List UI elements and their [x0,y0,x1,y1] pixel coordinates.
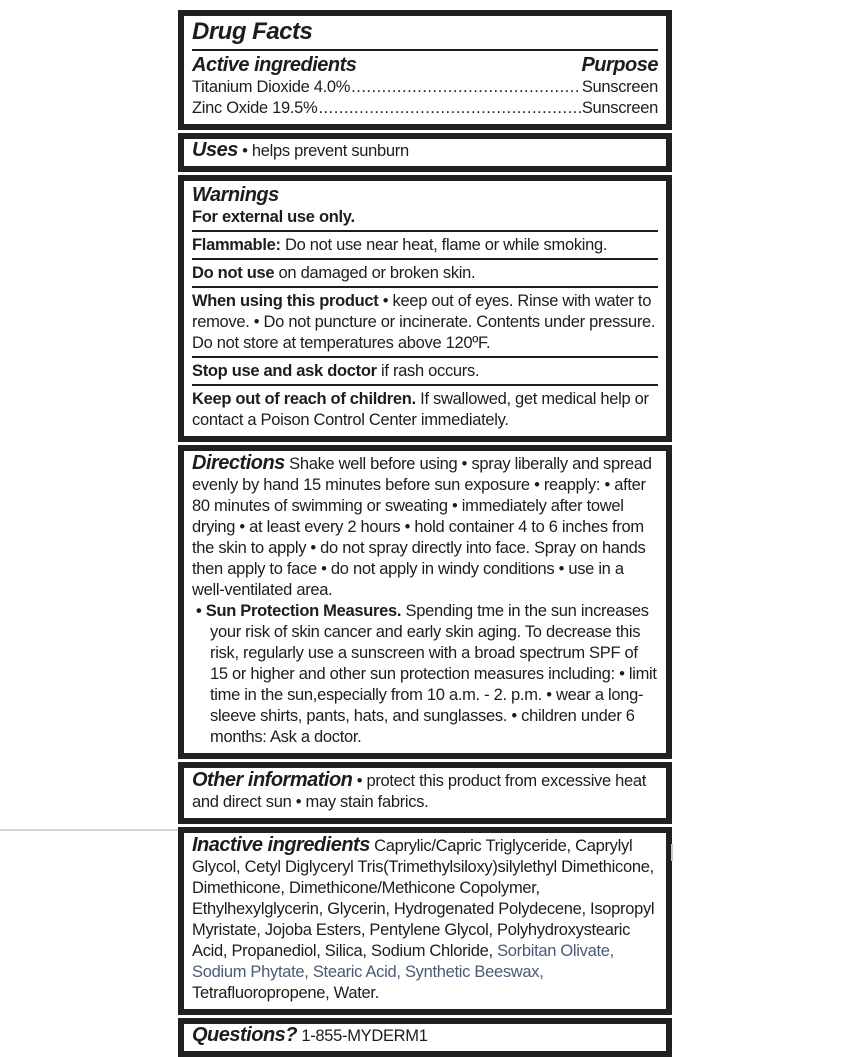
uses-line [192,140,658,162]
section-questions [178,1018,672,1057]
warning-text: if rash occurs. [381,362,480,380]
section-warnings [178,175,672,442]
warning-text: Do not use near heat, flame or while smoking. [285,236,608,254]
scan-artifact-line-right [671,844,673,861]
warning-item [192,291,658,354]
warning-text: on damaged or broken skin. [278,264,476,282]
warnings-rule [192,230,658,232]
ingredient-row [192,98,658,119]
warnings-rule [192,258,658,260]
warning-text: • keep out of eyes. Rinse with water to remove. • Do not puncture or incinerate. Contents under pressure. Do not store at temperatures above 120ºF. [192,292,656,352]
inactive-ingredients-list: Caprylic/Capric Triglyceride, Caprylyl Glycol, Cetyl Diglyceryl Tris(Trimethylsiloxy)silylethyl Dimethicone, Dimethicone, Dimethicone/Methicone Copolymer, Ethylhexylglycerin, Glycerin, Hydrogenated Polydecene, Isopropyl Myristate, Jojoba Esters, Pentylene Glycol, Polyhydroxystearic Acid, Propanediol, Silica, Sodium Chloride, [192,837,655,960]
directions-heading: Directions [192,452,285,474]
section-inactive-ingredients [178,827,672,1015]
other-information-paragraph [192,770,658,813]
ingredient-purpose: Sunscreen [581,99,658,117]
warning-bold-lead: Do not use [192,264,275,282]
purpose-heading: Purpose [581,54,658,76]
warning-bold-lead: Keep out of reach of children. [192,390,416,408]
ingredient-name: Zinc Oxide 19.5% [192,99,318,117]
dot-leader [351,77,581,98]
warning-bold-lead: When using this product [192,292,379,310]
section-active-ingredients [178,10,672,130]
warning-bold-lead: Stop use and ask doctor [192,362,377,380]
warning-item [192,361,658,382]
questions-line [192,1025,658,1047]
warning-bold-lead: Flammable: [192,236,281,254]
warning-item [192,235,658,256]
drug-facts-label [178,10,672,1057]
warning-item [192,263,658,284]
questions-heading: Questions? [192,1024,298,1046]
active-ingredients-heading: Active ingredients [192,54,357,76]
sun-protection-bold-lead: • Sun Protection Measures. [196,602,402,620]
section-uses [178,133,672,172]
dot-leader [318,98,580,119]
other-information-heading: Other information [192,769,353,791]
scan-artifact-line-left [0,829,178,831]
sun-protection-text: Spending tme in the sun increases your risk of skin cancer and early skin aging. To decrease this risk, regularly use a sunscreen with a broad spectrum SPF of 15 or higher and other sun protection measures including: • limit time in the sun,especially from 10 a.m. - 2. p.m. • wear a long-sleeve shirts, pants, hats, and sunglasses. • children under 6 months: Ask a doctor. [210,602,657,746]
warnings-rule [192,286,658,288]
questions-phone: 1-855-MYDERM1 [301,1027,428,1045]
ingredient-purpose: Sunscreen [581,78,658,96]
inactive-ingredients-list-end: Tetrafluoropropene, Water. [192,984,379,1002]
title-rule [192,49,658,51]
warnings-rule [192,356,658,358]
inactive-ingredients-heading: Inactive ingredients [192,834,370,856]
other-information-text: • protect this product from excessive heat and direct sun • may stain fabrics. [192,772,647,811]
uses-heading: Uses [192,139,238,161]
drug-facts-title: Drug Facts [192,18,313,45]
warnings-rule [192,384,658,386]
external-use-line: For external use only. [192,208,355,226]
uses-text: • helps prevent sunburn [242,142,409,160]
ingredient-row [192,77,658,98]
inactive-ingredients-paragraph [192,835,658,1004]
active-ingredients-header-row [192,54,658,77]
section-directions [178,445,672,759]
directions-paragraph [192,453,658,601]
sun-protection-paragraph [196,601,658,748]
warning-text: If swallowed, get medical help or contact a Poison Control Center immediately. [192,390,649,429]
inactive-ingredients-highlighted: Sorbitan Olivate, Sodium Phytate, Stearic Acid, Synthetic Beeswax, [192,942,614,981]
section-other-information [178,762,672,824]
warning-item [192,389,658,431]
ingredient-name: Titanium Dioxide 4.0% [192,78,351,96]
warnings-heading: Warnings [192,184,279,206]
directions-text: Shake well before using • spray liberally and spread evenly by hand 15 minutes before sun exposure • reapply: • after 80 minutes of swimming or sweating • immediately after towel drying • at least every 2 hours • hold container 4 to 6 inches from the skin to apply • do not spray directly into face. Spray on hands then apply to face • do not apply in windy conditions • use in a well-ventilated area. [192,455,652,599]
